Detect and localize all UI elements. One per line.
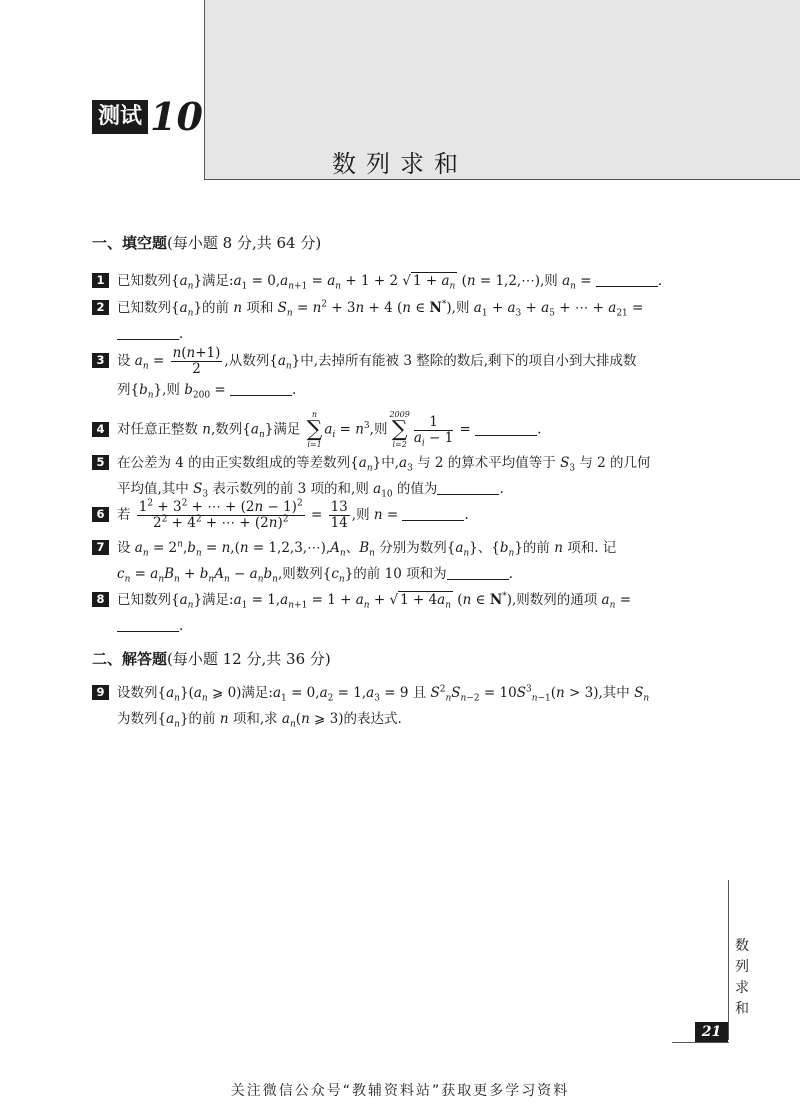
answer-blank[interactable] [437, 481, 499, 495]
question-9: 9 设数列$\{a_n\}(a_n$ ⩾ 0)满足$:a_1 = 0,a_2 = 1,a_3 = 9$ 且 $S^2_nS_{n-2} = 10S^3_{n-1}(n > 3)$,其中 $S_n$ 为数列$\{a_n\}$的前 n 项和,求 $a_n(n$ ⩾ 3)的表达式. [92, 680, 712, 732]
test-number: 10 [150, 94, 203, 139]
side-chapter-title: 数列求和 [735, 938, 749, 1017]
section-fill-blank [92, 232, 321, 253]
answer-blank[interactable] [596, 273, 658, 287]
page-title: 数列求和 [332, 150, 468, 178]
question-7: 7 设 $a_n = 2^n,b_n = n,(n$ = $1,2,3,\cdots),A_n$、$B_n$ 分别为数列$\{a_n\}$、$\{b_n\}$的前 n 项和. 记 $c_n = a_nB_n + b_nA_n - a_nb_n$,则数列$\{c_n\}$的前 10 项和为 . [92, 535, 712, 587]
question-5: 5 在公差为 4 的由正实数组成的等差数列$\{a_n\}$中$,a_3$ 与 2 的算术平均值等于 $S_3$ 与 2 的几何 平均值,其中 $S_3$ 表示数列的前 3 项的和,则 $a_{10}$ 的值为 . [92, 450, 712, 502]
question-8: 8 已知数列$\{a_n\}$满足$:a_1 = 1,a_{n+1} = 1 + a_n$ + √ $1 + 4a_n$ (n ∈ N*),则数列的通项 $a_n$ = . [92, 587, 712, 639]
question-number: 6 [92, 507, 109, 522]
question-number: 5 [92, 455, 109, 470]
section-title: 二、解答题 [92, 650, 168, 668]
section-subtitle: (每小题 12 分,共 36 分) [167, 650, 331, 668]
answer-blank[interactable] [447, 566, 509, 580]
question-2: 2 已知数列$\{a_n\}$的前 n 项和 $S_n = n^2 + 3n + 4$ (n ∈ N*),则 $a_1 + a_3 + a_5$ + ⋯ + $a_{21}$ = . [92, 295, 712, 347]
question-number: 1 [92, 273, 109, 288]
page-number-rule [672, 1042, 729, 1043]
answer-blank[interactable] [402, 507, 464, 521]
footer-note: 关注微信公众号“教辅资料站”获取更多学习资料 [230, 1083, 570, 1099]
question-number: 9 [92, 685, 109, 700]
answer-blank[interactable] [230, 382, 292, 396]
question-4: 4 对任意正整数 n,数列$\{a_n\}$满足 n ∑ i=1 $a_i = n^3$,则 2009 ∑ i=2 $\frac{1}{a_i - 1}$ = . [92, 410, 712, 450]
answer-blank[interactable] [117, 618, 179, 632]
question-number: 3 [92, 353, 109, 368]
page-number: 21 [695, 1022, 728, 1042]
header-panel [204, 0, 800, 180]
question-6: 6 若 $\frac{1^2 + 3^2 + \cdots + (2n - 1)^2}{2^2 + 4^2 + \cdots + (2n)^2}$ = $\frac{13}{14}$ ,则 n = . [92, 500, 712, 531]
answer-blank[interactable] [475, 422, 537, 436]
section-title: 一、填空题 [92, 234, 168, 252]
test-label-text: 测试 [92, 100, 148, 134]
question-number: 2 [92, 300, 109, 315]
test-label [92, 94, 203, 139]
question-number: 4 [92, 422, 109, 437]
section-subtitle: (每小题 8 分,共 64 分) [167, 234, 322, 252]
question-1: 1 已知数列$\{a_n\}$满足$:a_1 = 0,a_{n+1} = a_n + 1 + 2$ √ $1 + a_n$ (n = 1,2,⋯),则 $a_n$ = . [92, 268, 712, 294]
question-3: 3 设 $a_n$ = $\frac{n(n+1)}{2}$ ,从数列$\{a_n\}$中,去掉所有能被 3 整除的数后,剩下的项自小到大排成数 列$\{b_n\}$,则 $b_{200}$ = . [92, 346, 712, 403]
answer-blank[interactable] [117, 326, 179, 340]
section-solution [92, 648, 331, 669]
side-divider [728, 880, 729, 1040]
question-number: 7 [92, 540, 109, 555]
question-number: 8 [92, 592, 109, 607]
